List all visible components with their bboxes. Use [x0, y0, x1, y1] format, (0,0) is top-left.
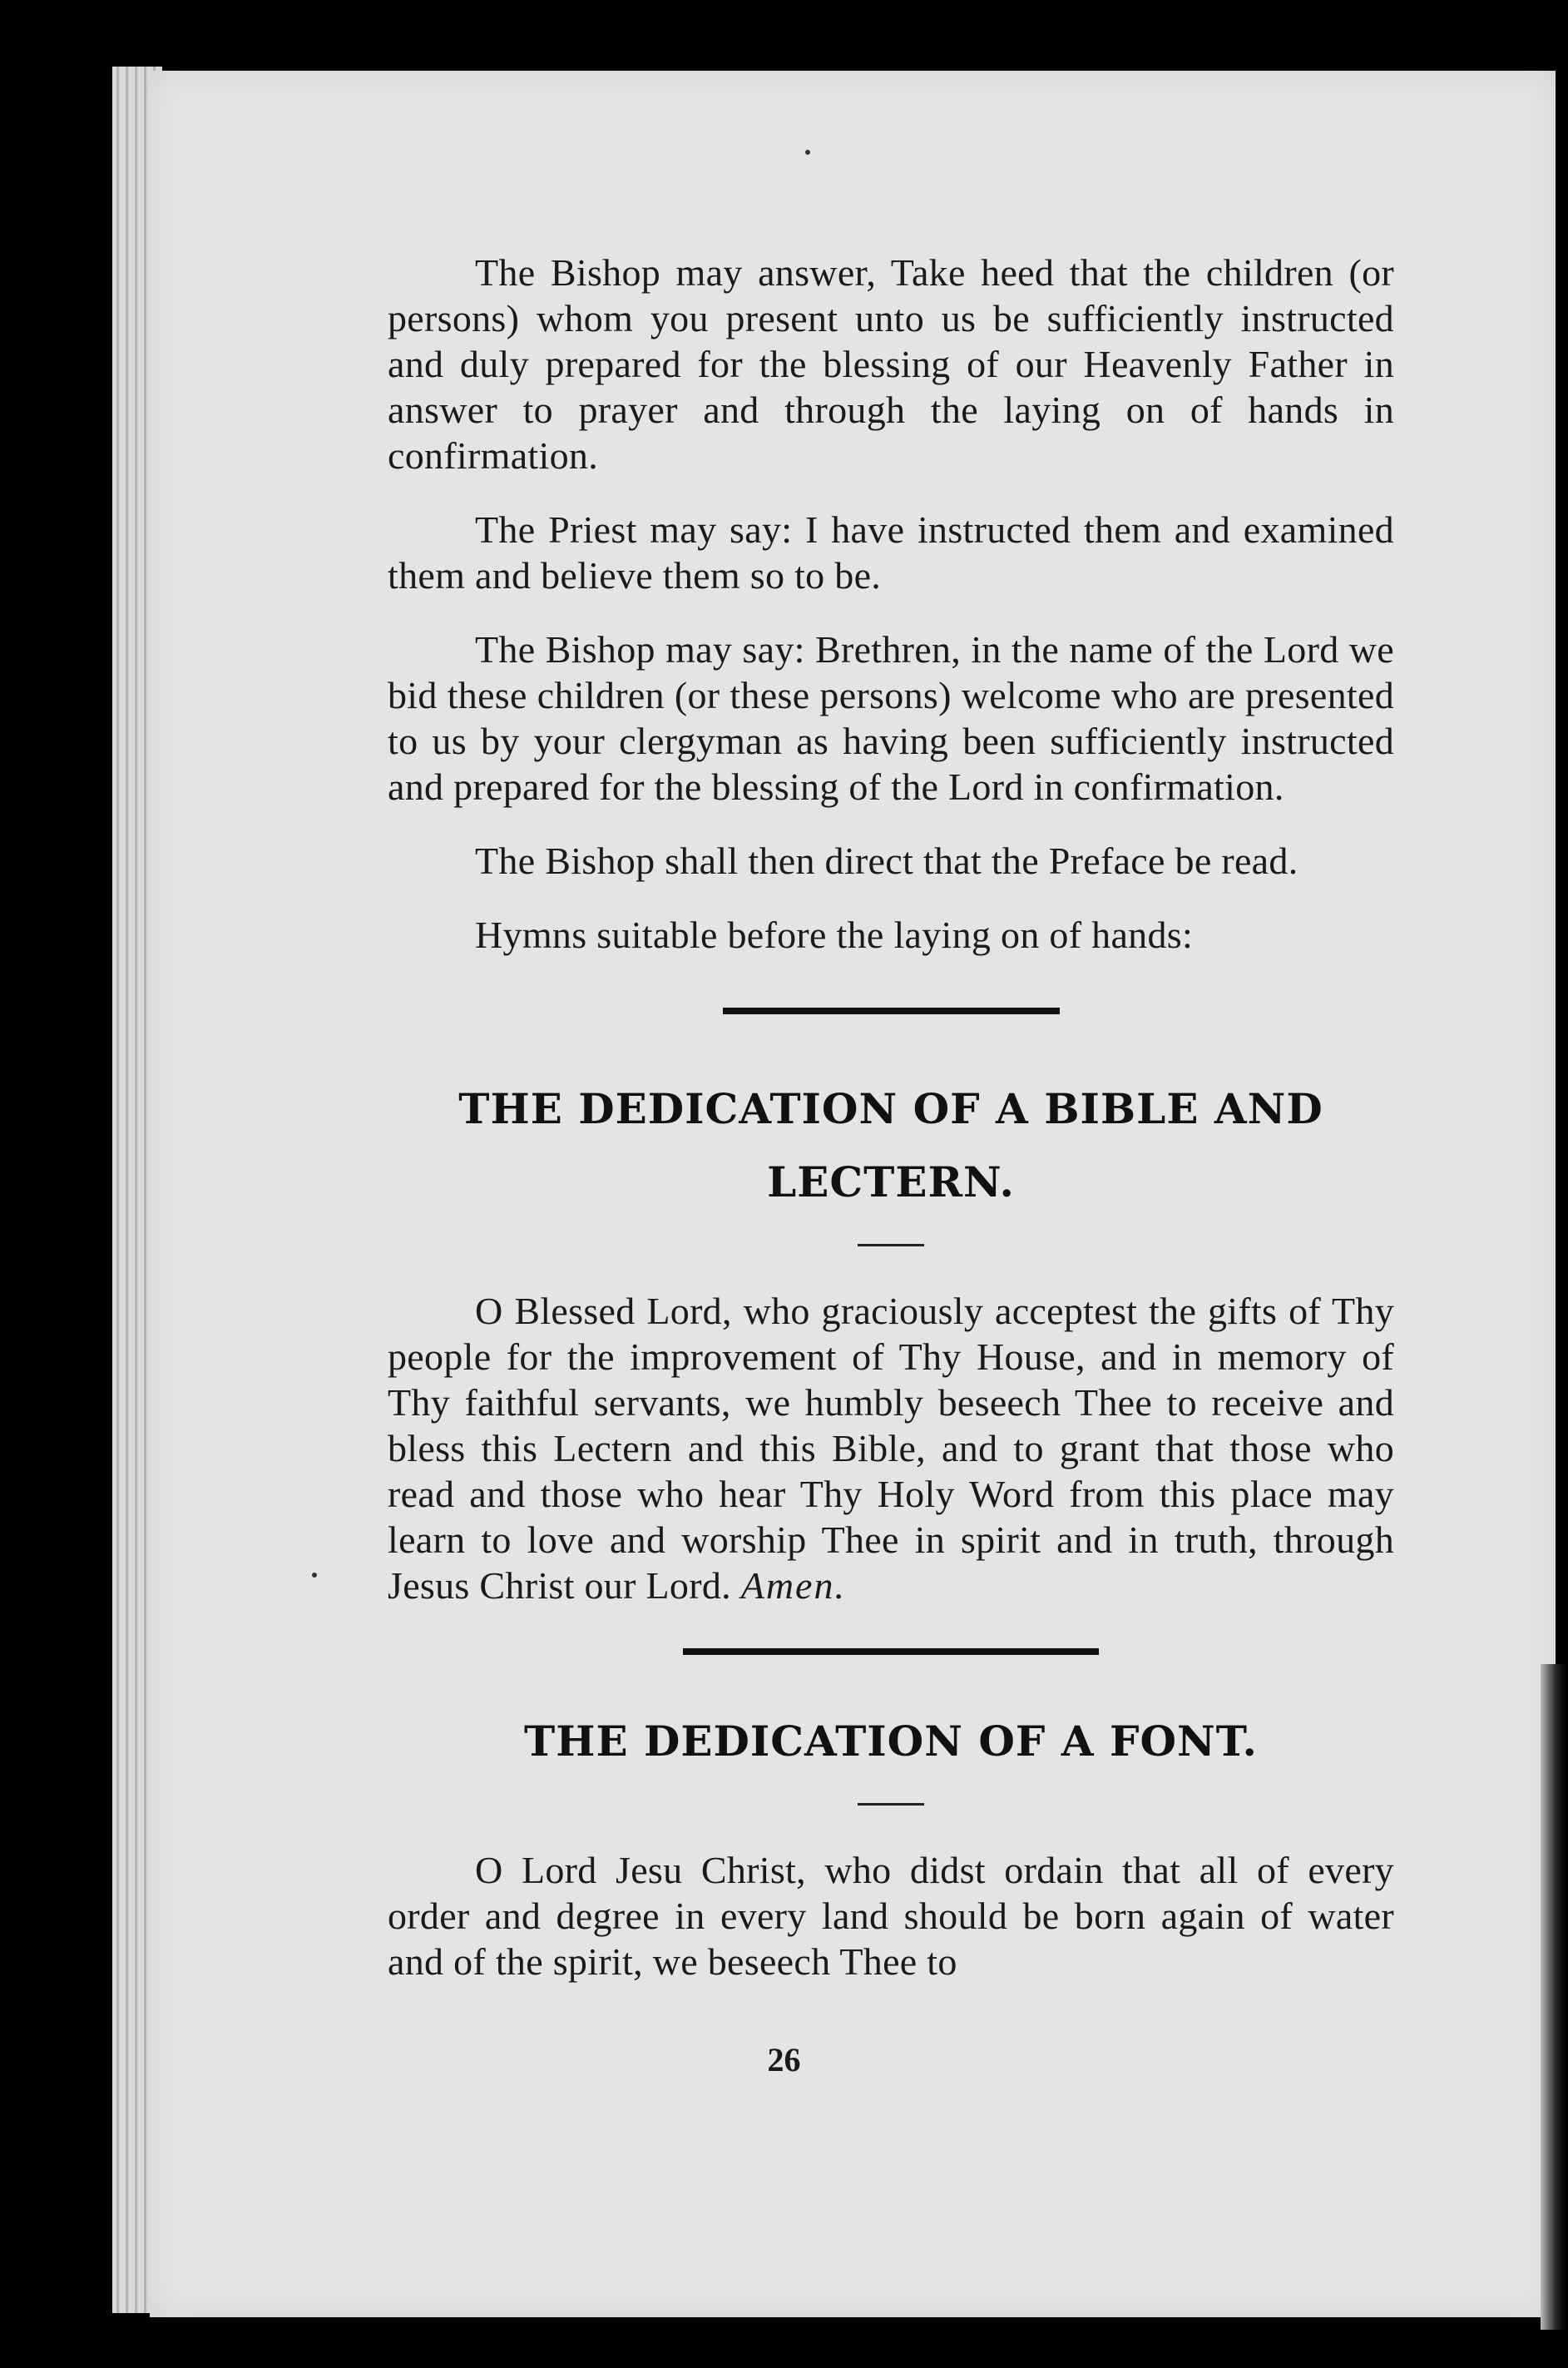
bible-lectern-prayer	[388, 1288, 1394, 1608]
bishop-say-paragraph: The Bishop may say: Brethren, in the name of the Lord we bid these children (or these persons) welcome who are presented to us by your clergyman as having been sufficiently instructed and prepared for the blessing of the Lord in confirmation.	[388, 628, 1394, 808]
title-underline	[858, 1244, 924, 1246]
amen-text: Amen.	[740, 1564, 846, 1607]
priest-say-paragraph: The Priest may say: I have instructed them and examined them and believe them so to be.	[388, 508, 1394, 597]
page-content	[388, 250, 1394, 2013]
section-divider-rule	[683, 1648, 1099, 1655]
bible-lectern-section-title: THE DEDICATION OF A BIBLE AND LECTERN.	[458, 1084, 1323, 1206]
bible-lectern-prayer-text: O Blessed Lord, who graciously acceptest the gifts of Thy people for the improvement of Thy House, and in memory of Thy faithful servants, we humbly beseech Thee to receive and bless this Lectern and this Bible, and to grant that those who read and those who hear Thy Holy Word from this place may learn to love and worship Thee in spirit and in truth, through Jesus Christ our Lord.	[388, 1290, 1394, 1607]
section-divider-rule	[723, 1008, 1060, 1014]
page-number: 26	[767, 2041, 801, 2078]
preface-direction-paragraph: The Bishop shall then direct that the Preface be read.	[475, 840, 1298, 882]
page-binding-shadow	[1541, 1664, 1566, 2330]
bishop-answer-paragraph: The Bishop may answer, Take heed that the children (or persons) whom you present unto us be sufficiently instructed and duly prepared for the blessing of our Heavenly Father in answer to prayer and through the laying on of hands in confirmation.	[388, 251, 1394, 477]
paper-speck	[312, 1573, 317, 1578]
title-underline	[858, 1803, 924, 1806]
font-prayer: O Lord Jesu Christ, who didst ordain that all of every order and degree in every land should be born again of water and of the spirit, we beseech Thee to	[388, 1849, 1394, 1983]
font-section-title: THE DEDICATION OF A FONT.	[524, 1717, 1258, 1766]
paper-speck	[805, 150, 810, 155]
hymns-paragraph: Hymns suitable before the laying on of hands:	[475, 914, 1194, 956]
